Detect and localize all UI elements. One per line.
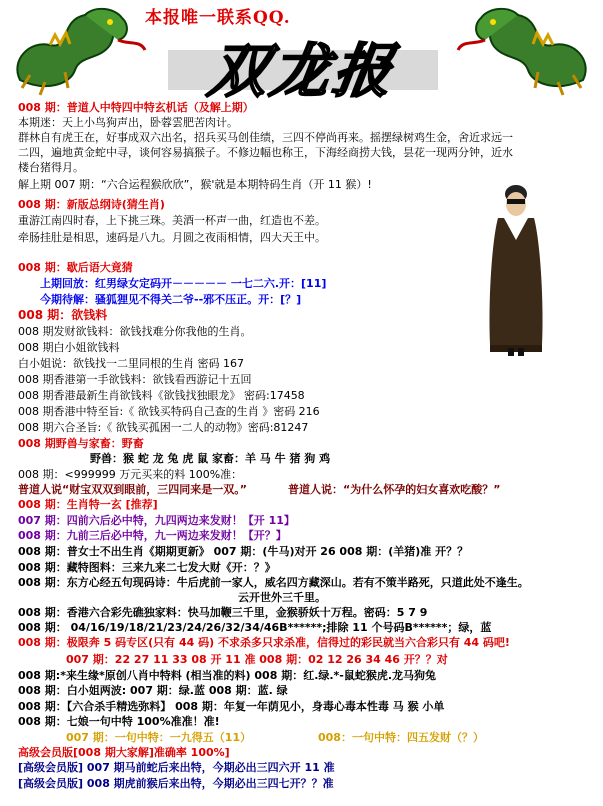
section4-heading: 008 期：欲钱料	[18, 308, 108, 322]
section8-line: [高级会员版] 008 期虎前猴后来出特，今期必出三四七开？？准	[18, 777, 334, 790]
section1-line: 二四，遍地黄金蛇中寻，谈何容易搞猴子。不修边幅也称王，下海经商捞大钱，昙花一现两分钟，近水	[18, 146, 513, 159]
section7-line: 008 期：白小姐两波: 007 期：绿.蓝 008 期：蓝. 绿	[18, 684, 288, 697]
section6-line: 007 期：四前六后必中特，九四两边来发财！【开 11】	[18, 514, 295, 527]
section7-line: 008 期：七娘一句中特 100%准准！准!	[18, 715, 220, 728]
section5-quote-a: 普道人说“财宝双双到眼前，三四同来是一双。”	[18, 483, 247, 496]
section7-line: 007 期：一句中特：一九得五（11）	[66, 731, 252, 744]
dragon-left-icon	[0, 0, 150, 98]
section2-heading: 008 期：新版总纲诗(猜生肖)	[18, 198, 165, 211]
contact-qq: 本报唯一联系QQ.	[145, 8, 291, 28]
section4-line: 008 期香港最新生肖欲钱料《欲钱找独眼龙》 密码:17458	[18, 389, 305, 402]
section6-line: 008 期： 04/16/19/18/21/23/24/26/32/34/46B******;排除 11 个号码B******；绿，蓝	[18, 621, 492, 634]
section6-heading: 008 期：生肖特一玄 [推荐]	[18, 498, 158, 511]
section4-line: 008 期六合圣旨:《 欲钱买孤困一二人的动物》密码:81247	[18, 421, 309, 434]
section1-line: 本期迷：天上小鸟狗声出，卧蓉雲肥苦肉计。	[18, 116, 238, 129]
section1-heading: 008 期：普道人中特四中特玄机话（及解上期）	[18, 101, 254, 114]
section6-line: 007 期：22 27 11 33 08 开 11 准 008 期：02 12 26 34 46 开？？对	[66, 653, 448, 666]
section6-line: 008 期：香港六合彩先礁独家料：快马加鞭三千里，金猴骄妖十万程。密码：5 7 9	[18, 606, 428, 619]
title-text: 双龙报	[204, 37, 401, 105]
section5-heading: 008 期野兽与家畜：野畜	[18, 437, 144, 450]
section4-line: 008 期香港中特至旨:《 欲钱买特码自己查的生肖 》密码 216	[18, 405, 320, 418]
section6-line: 008 期：极限奔 5 码专区(只有 44 码) 不求杀多只求杀准，信得过的彩民就当六合彩只有 44 码吧!	[18, 636, 510, 649]
newspaper-title	[168, 22, 438, 105]
section4-line: 008 期白小姐欲钱料	[18, 341, 120, 354]
section4-line: 白小姐说：欲钱找一二里同根的生肖 密码 167	[18, 357, 244, 370]
masthead	[0, 0, 603, 105]
section6-line: 008 期：九前三后必中特，九一两边来发财！【开？】	[18, 529, 287, 542]
section6-line: 云开世外三千里。	[238, 591, 326, 604]
section1-line: 群林自有虎王在，好事成双六出名，招兵买马创佳绩，三四不停尚再来。摇摆绿树鸡生金，舍近求远一	[18, 131, 513, 144]
section4-line: 008 期发财欲钱料：欲钱找难分你我他的生肖。	[18, 325, 252, 338]
section7-line: 008 期：【六合杀手精选弥料】 008 期：年复一年荫见小，身毒心毒本性毒 马 猴 小单	[18, 700, 445, 713]
section5-line: 008 期：<999999 万元买来的料 100%准：	[18, 468, 243, 481]
section6-line: 008 期：普女士不出生肖《期期更新》 007 期：(牛马)对开 26 008 期：(羊猪)准 开？？	[18, 545, 469, 558]
section3-current-riddle: 今期待解：骚狐狸见不得关二爷--邪不压正。开：[？]	[40, 293, 302, 306]
section8-line: [高级会员版] 007 期马前蛇后来出特，今期必出三四六开 11 准	[18, 761, 335, 774]
section2-line: 牵肠挂肚是相思，速码是八九。月圆之夜雨相情，四大天王中。	[18, 231, 326, 244]
dragon-right-icon	[453, 0, 603, 98]
section1-line: 楼台猪得月。	[18, 161, 84, 174]
section6-line: 008 期：藏特图料：三来九来二七发大财《开：？》	[18, 561, 276, 574]
section4-line: 008 期香港第一手欲钱料：欲钱看西游记十五回	[18, 373, 252, 386]
section7-line: 008 期:*来生缘*原创八肖中特料 (相当准的料) 008 期：红.绿.*-鼠蛇猴虎.龙马狗兔	[18, 669, 437, 682]
section1-answer: 解上期 007 期：“六合运程猴欣欣”，猴'就是本期特码生肖（开 11 猴）!	[18, 178, 372, 191]
section3-last-answer: 上期回放：红男绿女定码开－－－－－ 一七二六.开：[11]	[40, 277, 327, 290]
section8-heading: 高级会员版[008 期大家解]准确率 100%]	[18, 746, 230, 759]
section3-heading: 008 期：歇后语大竟猜	[18, 261, 133, 274]
standing-man-illustration	[482, 180, 550, 356]
section7-line: 008：一句中特：四五发财（？）	[318, 731, 484, 744]
section6-line: 008 期：东方心经五句现码诗：牛后虎前一家人，威名四方藏深山。若有不策半路死，只道此处不逢生。	[18, 576, 529, 589]
animals-line: 野兽：猴 蛇 龙 兔 虎 鼠 家畜：羊 马 牛 猪 狗 鸡	[90, 452, 331, 465]
section2-line: 重游江南四时春，上下挑三珠。美酒一杯声一曲，红造也不差。	[18, 214, 326, 227]
section5-quote-b: 普道人说：“为什么怀孕的妇女喜欢吃酸？”	[288, 483, 501, 496]
